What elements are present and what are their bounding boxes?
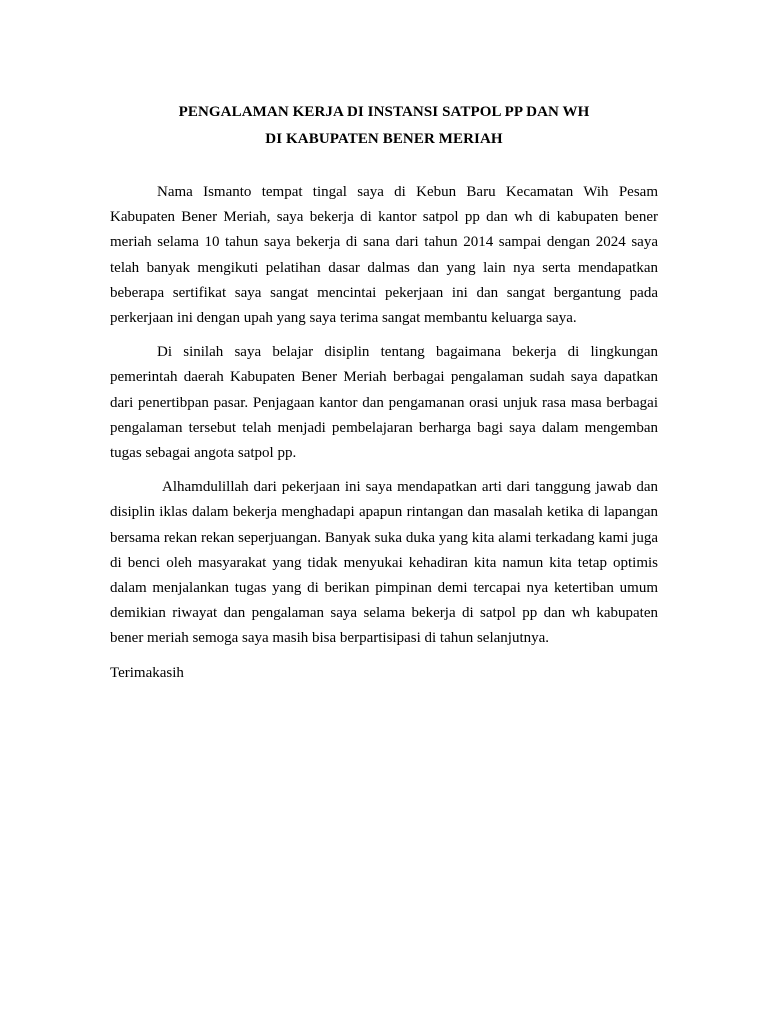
paragraph-2: Di sinilah saya belajar disiplin tentang bagaimana bekerja di lingkungan pemerintah daerah Kabupaten Bener Meriah berbagai pengalaman sudah saya dapatkan dari penertibpan pasar. Penjagaan kantor dan pengamanan orasi unjuk rasa masa berbagai pengalaman tersebut telah menjadi pembelajaran berharga bagi saya dalam mengemban tugas sebagai angota satpol pp. (110, 344, 658, 462)
document-body (110, 180, 658, 686)
paragraph-3: Alhamdulillah dari pekerjaan ini saya mendapatkan arti dari tanggung jawab dan disiplin iklas dalam bekerja menghadapi apapun rintangan dan masalah ketika di lapangan bersama rekan rekan seperjuangan. Banyak suka duka yang kita alami terkadang kami juga di benci oleh masyarakat yang tidak menyukai kehadiran kita namun kita tetap optimis dalam menjalankan tugas yang di berikan pimpinan demi tercapai nya ketertiban umum demikian riwayat dan pengalaman saya selama bekerja di satpol pp dan wh kabupaten bener meriah semoga saya masih bisa berpartisipasi di tahun selanjutnya. (110, 479, 658, 647)
document-title-line-2: DI KABUPATEN BENER MERIAH (265, 131, 503, 147)
closing-text: Terimakasih (110, 664, 184, 681)
document-title-line-1: PENGALAMAN KERJA DI INSTANSI SATPOL PP DAN WH (178, 104, 590, 120)
document-content (110, 99, 658, 686)
paragraph-1: Nama Ismanto tempat tingal saya di Kebun Baru Kecamatan Wih Pesam Kabupaten Bener Meriah, saya bekerja di kantor satpol pp dan wh di kabupaten bener meriah selama 10 tahun saya bekerja di sana dari tahun 2014 sampai dengan 2024 saya telah banyak mengikuti pelatihan dasar dalmas dan yang lain nya serta mendapatkan beberapa sertifikat saya sangat mencintai pekerjaan ini dan sangat bergantung pada perkerjaan ini dengan upah yang saya terima sangat membantu keluarga saya. (110, 184, 658, 327)
